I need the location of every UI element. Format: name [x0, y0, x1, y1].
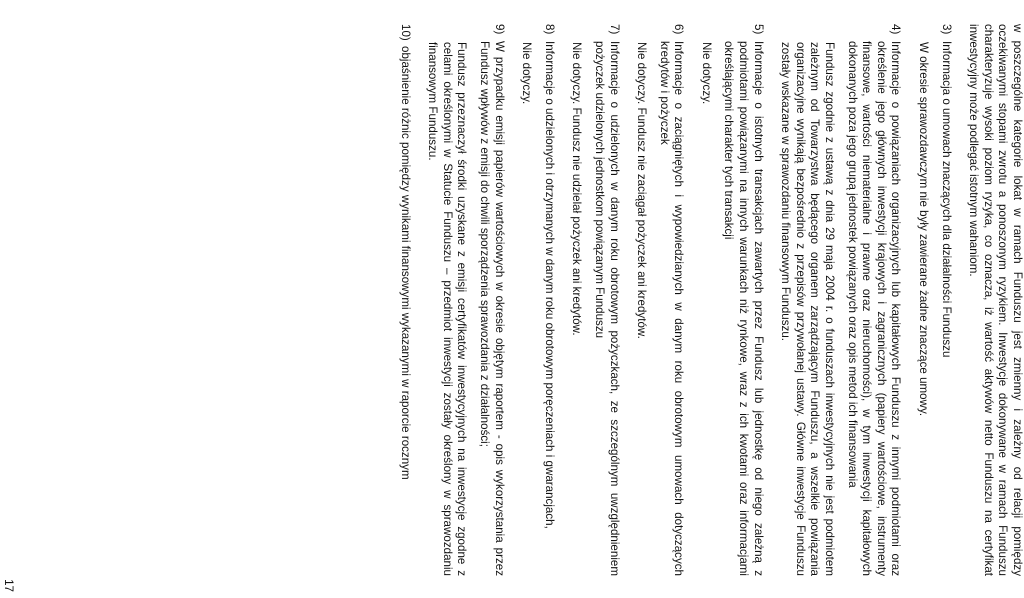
section-title: Informacje o udzielonych i otrzymanych w danym roku obrotowym poręczeniach i gwarancjach, — [542, 41, 556, 529]
section-title: Informacje o zaciągniętych i wypowiedzianych w danym roku obrotowym umowach dotyczących kredytów i pożyczek — [657, 41, 686, 576]
section-number: 4) — [889, 24, 903, 35]
section-title: Informacje o istotnych transakcjach zawartych przez Fundusz lub jednostkę od niego zależną z podmiotami powiązanymi na innych warunkach niż rynkowe, wraz z ich kwotami oraz informacjami określającymi charakter tych transakcji — [722, 41, 765, 576]
section-number: 10) — [398, 24, 412, 41]
section-title: objaśnienie różnic pomiędzy wynikami finansowymi wykazanymi w raporcie rocznym — [398, 46, 412, 480]
section-number: 3) — [939, 24, 953, 35]
section-title: Informacja o umowach znaczących dla działalności Funduszu — [939, 41, 953, 358]
section-5-heading — [721, 24, 765, 576]
section-4-heading — [844, 24, 902, 576]
section-4-body: Fundusz zgodnie z ustawą z dnia 29 maja 2004 r. o funduszach inwestycyjnych nie jest podmiotem zależnym od Towarzystwa będącego organem zarządzającym Funduszu, a wszelkie powiązania organizacyjne wynikają bezpośrednio z przepisów przywołanej ustawy. Główne inwestycje Funduszu zostały wskazane w sprawozdaniu finansowym Funduszu. — [779, 42, 837, 576]
intro-paragraph: w poszczególne kategorie lokat w ramach Funduszu jest zmienny i zależny od relacji pomiędzy oczekiwanymi stopami zwrotu a ponoszonym ryzykiem. Inwestycje dokonywane w ramach Funduszu charakteryzuje wysoki poziom ryzyka, co oznacza, iż wartość aktywów netto Funduszu na certyfikat inwestycyjny może podlegać istotnym wahaniom. — [967, 24, 1024, 576]
section-3-body: W okresie sprawozdawczym nie były zawierane żadne znaczące umowy. — [917, 42, 931, 417]
section-number: 5) — [751, 24, 765, 35]
section-title: Informacje o powiązaniach organizacyjnych lub kapitałowych Funduszu z innymi podmiotami oraz określenie jego głównych inwestycji krajowych i zagranicznych (papiery wartościowe, instrumenty finansowe, wartości niematerialne i prawne oraz nieruchomości), w tym inwestycji kapitałowych dokonanych poza jego grupą jednostek powiązanych oraz opis metod ich finansowania — [845, 41, 903, 576]
section-8-heading — [541, 24, 556, 576]
section-title: W przypadku emisji papierów wartościowych w okresie objętym raportem - opis wykorzystania przez Fundusz wpływów z emisji do chwili sporządzenia sprawozdania z działalności; — [477, 41, 506, 576]
section-3-heading — [938, 24, 953, 576]
section-number: 9) — [492, 24, 506, 35]
section-title: Informacje o udzielonych w danym roku obrotowym pożyczkach, ze szczególnym uwzględnieniem pożyczek udzielonych jednostkom powiązanym Funduszu — [592, 41, 621, 576]
section-6-heading — [656, 24, 685, 576]
section-7-body: Nie dotyczy. Fundusz nie udzielał pożyczek ani kredytów. — [570, 42, 584, 336]
page-number: 17 — [1, 579, 15, 592]
section-number: 7) — [607, 24, 621, 35]
section-9-heading — [476, 24, 505, 576]
section-9-body: Fundusz przeznaczył środki uzyskane z emisji certyfikatów inwestycyjnych na inwestycje zgodne z celami określonymi w Statucie Funduszu – przedmiot inwestycji zostały określony w sprawozdaniu finansowym Funduszu. — [426, 42, 469, 576]
section-8-body: Nie dotyczy. — [520, 42, 534, 105]
section-6-body: Nie dotyczy. Fundusz nie zaciągał pożyczek ani kredytów. — [635, 42, 649, 339]
section-5-body: Nie dotyczy. — [699, 42, 713, 105]
section-7-heading — [591, 24, 620, 576]
section-number: 8) — [542, 24, 556, 35]
section-10-heading — [397, 24, 412, 576]
section-number: 6) — [672, 24, 686, 35]
